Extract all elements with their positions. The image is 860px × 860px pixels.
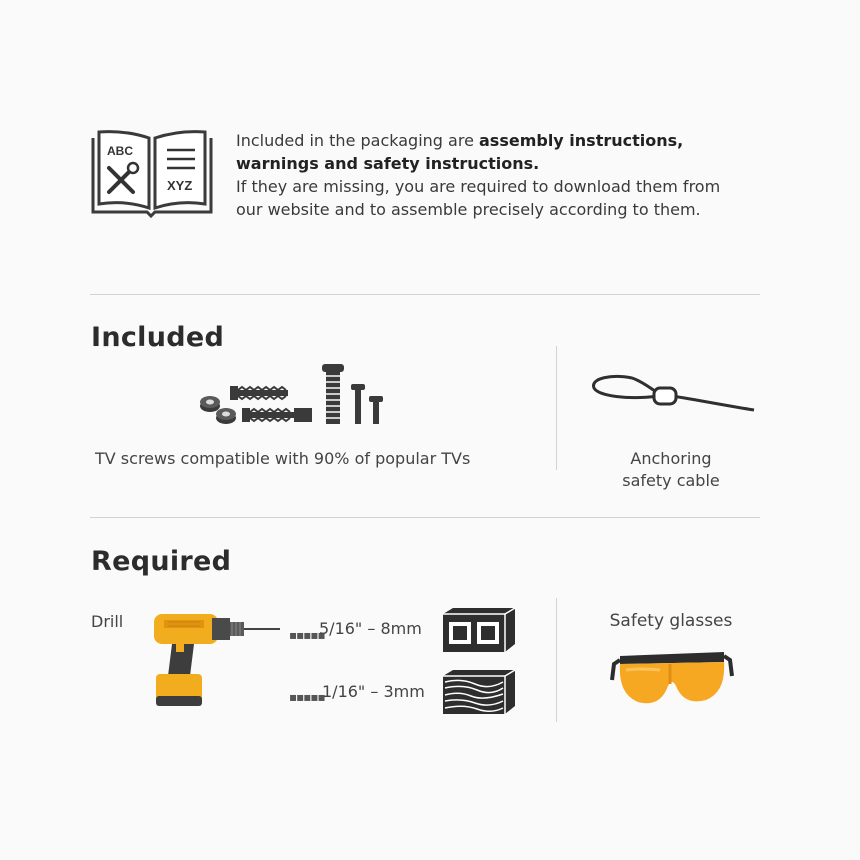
included-title: Included — [91, 322, 225, 353]
drill-icon — [150, 612, 282, 710]
screws-icon — [196, 360, 396, 428]
cable-caption — [585, 448, 757, 492]
safety-glasses-icon — [610, 646, 734, 712]
safety-cable-icon — [588, 370, 758, 420]
cable-caption-line2: safety cable — [622, 471, 720, 490]
bit1-dashes: ▪▪▪▪▪ — [289, 628, 325, 642]
screws-caption: TV screws compatible with 90% of popular TVs — [95, 449, 471, 468]
book-right-text: XYZ — [167, 178, 193, 193]
bit2-dashes: ▪▪▪▪▪ — [289, 690, 325, 704]
intro-line4: our website and to assemble precisely according to them. — [236, 200, 701, 219]
divider-middle — [90, 517, 760, 518]
divider-top — [90, 294, 760, 295]
required-title: Required — [91, 546, 232, 577]
book-left-text: ABC — [107, 144, 133, 158]
divider-required-vertical — [556, 598, 557, 722]
brick-wall-icon — [441, 606, 517, 654]
wood-icon — [441, 668, 517, 716]
cable-caption-line1: Anchoring — [630, 449, 712, 468]
intro-line3: If they are missing, you are required to download them from — [236, 177, 721, 196]
intro-line1-prefix: Included in the packaging are — [236, 131, 479, 150]
intro-text — [236, 129, 756, 221]
intro-line1-bold: assembly instructions, — [479, 131, 684, 150]
divider-included-vertical — [556, 346, 557, 470]
drill-label: Drill — [91, 612, 124, 631]
glasses-label: Safety glasses — [609, 611, 733, 631]
instruction-book-icon — [89, 128, 215, 218]
bit1-label: 5/16" – 8mm — [319, 619, 422, 638]
intro-line2-bold: warnings and safety instructions. — [236, 154, 540, 173]
bit2-label: 1/16" – 3mm — [322, 682, 425, 701]
